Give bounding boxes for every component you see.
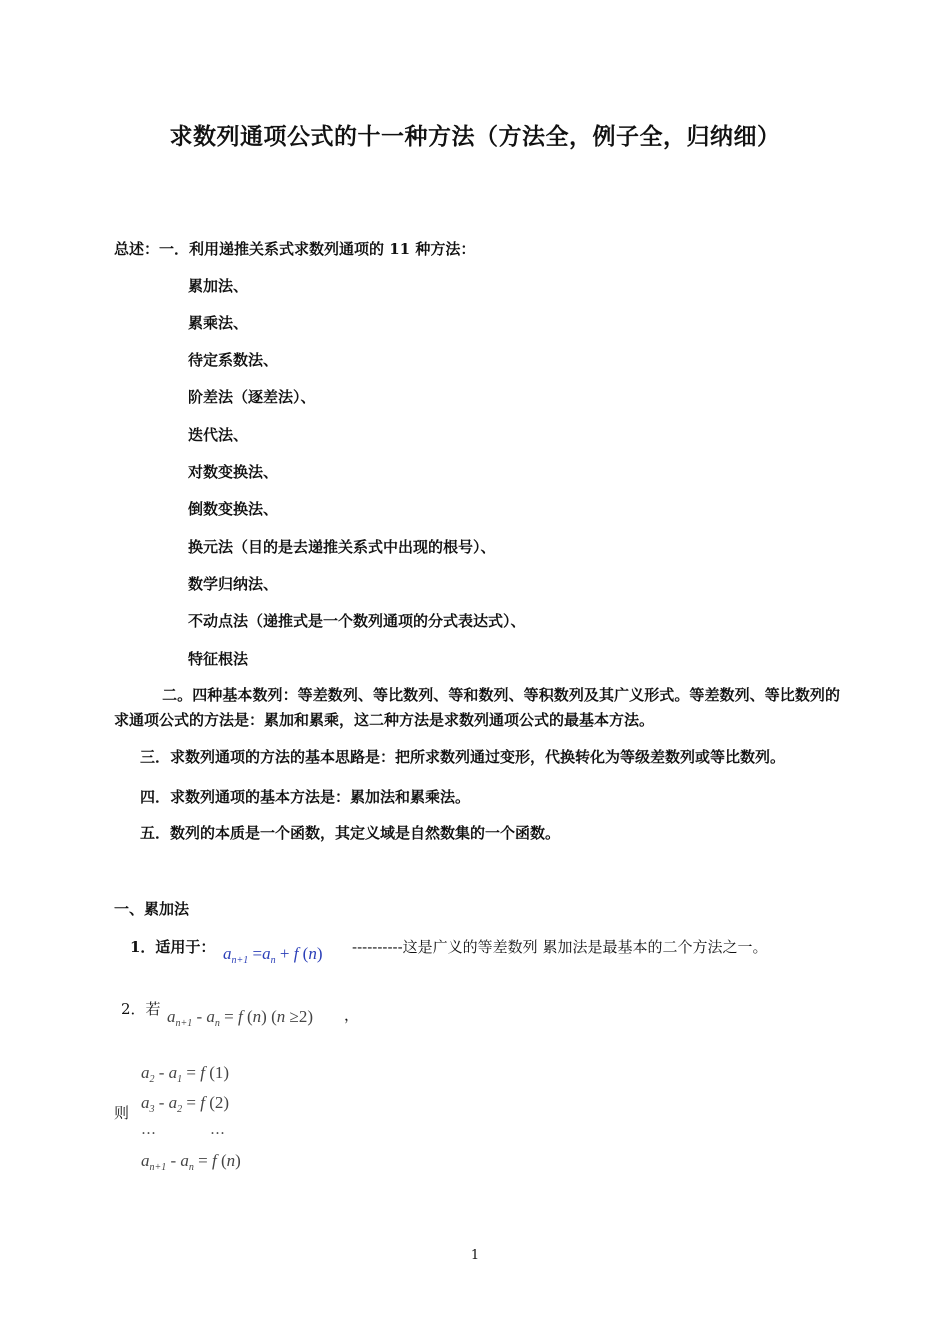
summary-point-5: 五．数列的本质是一个函数，其定义域是自然数集的一个函数。 [140, 824, 561, 842]
item2-tail: ， [344, 1006, 360, 1024]
summary-heading: 总述：一．利用递推关系式求数列通项的 11 种方法： [114, 240, 476, 258]
method-item: 累加法、 [188, 277, 249, 295]
method-item: 换元法（目的是去递推关系式中出现的根号）、 [188, 538, 496, 556]
formula-line-n: $a_{n+1} - a_n = f$ (n) [141, 1151, 241, 1173]
summary-point-4: 四．求数列通项的基本方法是：累加法和累乘法。 [140, 788, 471, 806]
item1-note: ----------这是广义的等差数列 累加法是最基本的二个方法之一。 [352, 938, 768, 956]
ellipsis-left: … [141, 1120, 156, 1138]
summary-point-2: 二。四种基本数列：等差数列、等比数列、等和数列、等积数列及其广义形式。等差数列、等比数列的求通项公式的方法是：累加和累乘，这二种方法是求数列通项公式的最基本方法。 [114, 686, 840, 729]
summary-point-3: 三．求数列通项的方法的基本思路是：把所求数列通过变形，代换转化为等级差数列或等比数列。 [140, 748, 786, 766]
method-item: 阶差法（逐差法）、 [188, 388, 316, 406]
item1-label: 1．适用于： [130, 938, 216, 956]
section-heading: 一、累加法 [114, 900, 190, 918]
formula-condition: $a_{n+1} - a_n = f$ (n) (n ≥2) [167, 1007, 314, 1029]
ellipsis-right: … [210, 1120, 225, 1138]
formula-line-1: $a_2 - a_1 = f$ (1) [141, 1063, 230, 1085]
method-item: 累乘法、 [188, 314, 249, 332]
method-item: 对数变换法、 [188, 463, 279, 481]
then-label: 则 [114, 1104, 130, 1122]
method-item: 不动点法（递推式是一个数列通项的分式表达式）、 [188, 612, 526, 630]
method-item: 倒数变换法、 [188, 500, 279, 518]
page-number: 1 [470, 1248, 480, 1263]
item2-label: 2．若 [121, 1000, 161, 1018]
formula-recurrence: $a_{n+1} =a_n + f$ (n) [223, 944, 323, 966]
method-item: 待定系数法、 [188, 351, 279, 369]
method-item: 特征根法 [188, 650, 249, 668]
method-item: 迭代法、 [188, 426, 249, 444]
method-item: 数学归纳法、 [188, 575, 279, 593]
document-title: 求数列通项公式的十一种方法（方法全，例子全，归纳细） [169, 123, 781, 150]
formula-line-2: $a_3 - a_2 = f$ (2) [141, 1093, 230, 1115]
